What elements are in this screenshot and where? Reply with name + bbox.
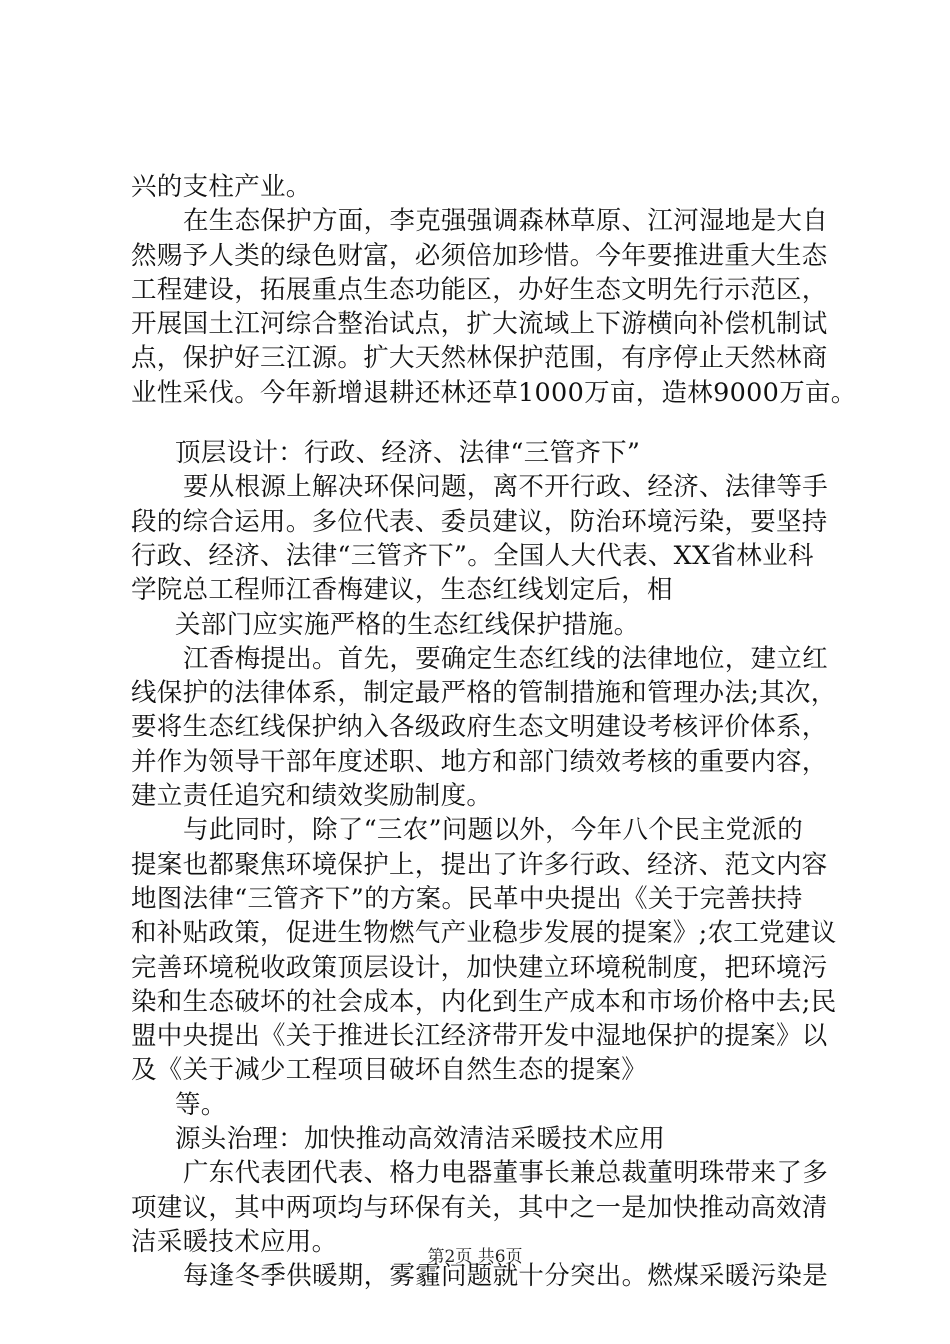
text-line: 每逢冬季供暖期，雾霾问题就十分突出。燃煤采暖污染是 (183, 1261, 829, 1292)
text-line: 点，保护好三江源。扩大天然林保护范围，有序停止天然林商 (131, 343, 828, 374)
text-line: 染和生态破坏的社会成本，内化到生产成本和市场价格中去;民 (131, 986, 837, 1017)
text-line: 项建议，其中两项均与环保有关，其中之一是加快推动高效清 (131, 1192, 828, 1223)
text-line: 要从根源上解决环保问题，离不开行政、经济、法律等手 (183, 472, 829, 503)
text-line: 广东代表团代表、格力电器董事长兼总裁董明珠带来了多 (183, 1158, 829, 1189)
text-line: 源头治理：加快推动高效清洁采暖技术应用 (175, 1124, 666, 1155)
paragraph-gap (131, 410, 831, 436)
text-line: 与此同时，除了“三农”问题以外，今年八个民主党派的 (183, 815, 804, 846)
text-line: 然赐予人类的绿色财富，必须倍加珍惜。今年要推进重大生态 (131, 240, 828, 271)
text-line: 在生态保护方面，李克强强调森林草原、江河湿地是大自 (183, 206, 829, 237)
text-line: 盟中央提出《关于推进长江经济带开发中湿地保护的提案》以 (131, 1021, 828, 1052)
text-line: 和补贴政策，促进生物燃气产业稳步发展的提案》;农工党建议 (131, 918, 837, 949)
text-line: 关部门应实施严格的生态红线保护措施。 (175, 609, 640, 640)
text-line: 业性采伐。今年新增退耕还林还草1000万亩，造林9000万亩。 (131, 377, 857, 408)
text-line: 兴的支柱产业。 (131, 172, 312, 202)
text-line: 提案也都聚焦环境保护上，提出了许多行政、经济、范文内容 (131, 849, 828, 880)
document-body (131, 170, 857, 1294)
text-line: 学院总工程师江香梅建议，生态红线划定后，相 (131, 575, 673, 606)
text-line: 江香梅提出。首先，要确定生态红线的法律地位，建立红 (183, 643, 829, 674)
text-line: 行政、经济、法律“三管齐下”。全国人大代表、XX省林业科 (131, 540, 814, 571)
text-line: 完善环境税收政策顶层设计，加快建立环境税制度，把环境污 (131, 952, 828, 983)
page-footer: 第2页 共6页 (427, 1247, 523, 1267)
text-line: 开展国土江河综合整治试点，扩大流域上下游横向补偿机制试 (131, 309, 828, 340)
text-line: 顶层设计：行政、经济、法律“三管齐下” (175, 438, 641, 469)
text-line: 建立责任追究和绩效奖励制度。 (131, 781, 493, 812)
text-line: 及《关于减少工程项目破坏自然生态的提案》 (131, 1055, 648, 1086)
text-line: 线保护的法律体系，制定最严格的管制措施和管理办法;其次， (131, 678, 837, 709)
text-line: 地图法律“三管齐下”的方案。民革中央提出《关于完善扶持 (131, 883, 803, 914)
text-line: 并作为领导干部年度述职、地方和部门绩效考核的重要内容， (131, 746, 828, 777)
text-line: 段的综合运用。多位代表、委员建议，防治环境污染，要坚持 (131, 506, 828, 537)
text-line: 洁采暖技术应用。 (131, 1226, 338, 1257)
text-line: 等。 (175, 1089, 227, 1120)
text-line: 工程建设，拓展重点生态功能区，办好生态文明先行示范区， (131, 274, 828, 305)
text-line: 要将生态红线保护纳入各级政府生态文明建设考核评价体系， (131, 712, 828, 743)
